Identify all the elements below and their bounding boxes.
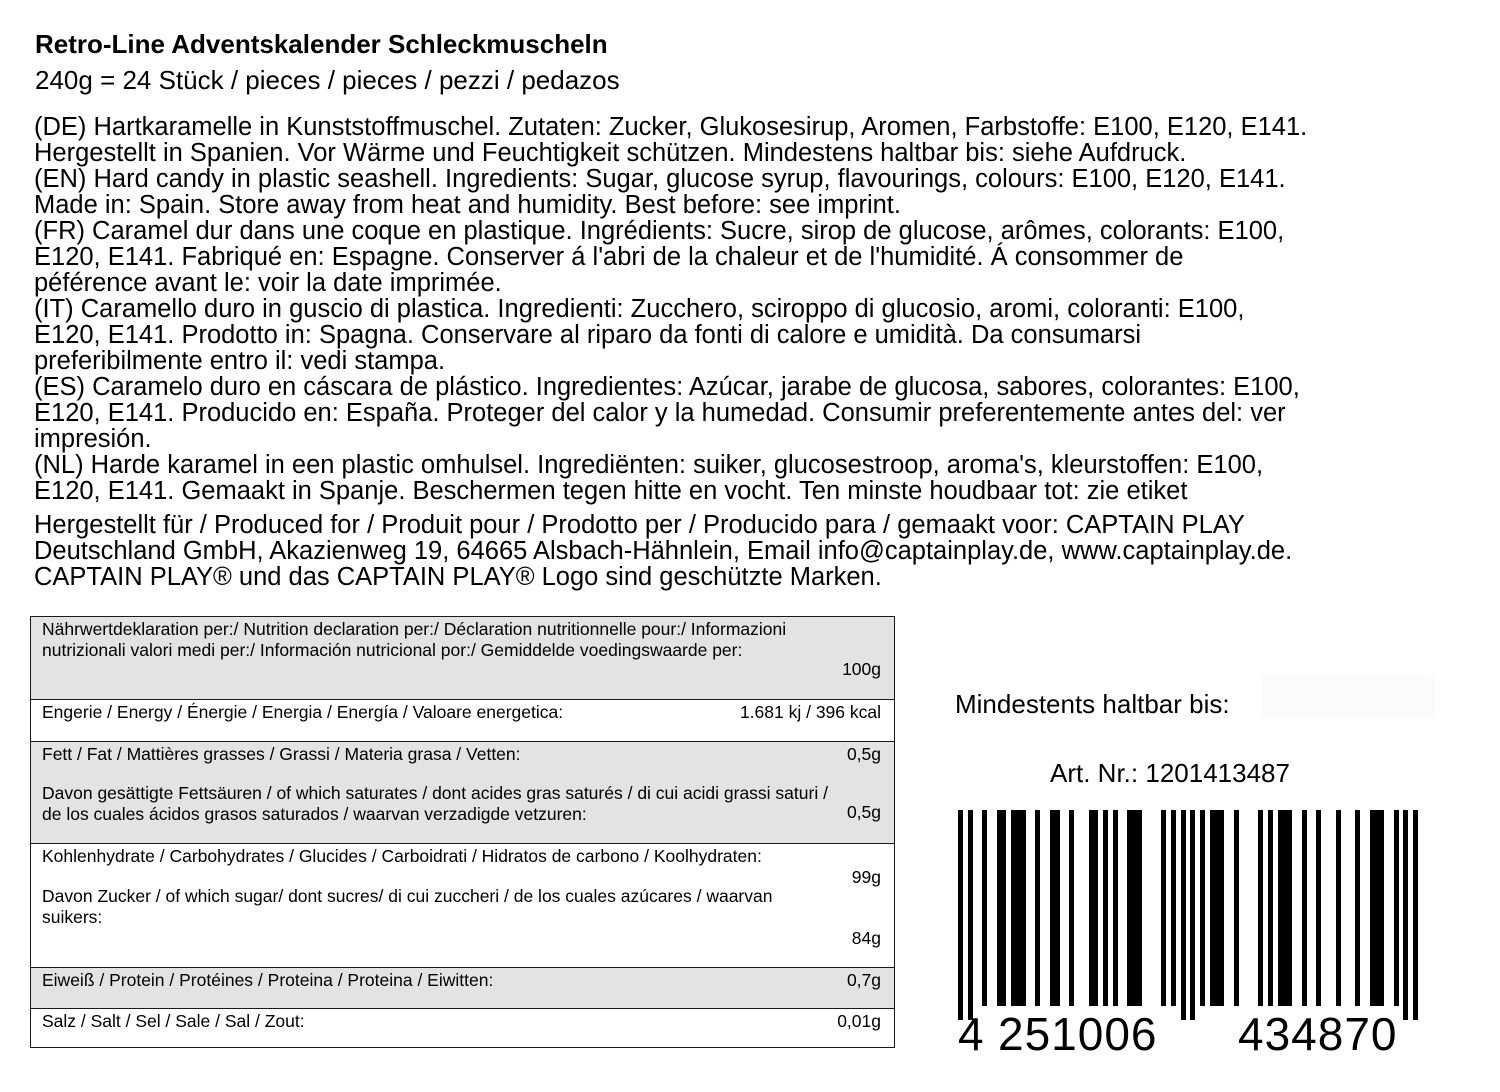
barcode-bar <box>1278 810 1293 1006</box>
nutrition-row-protein <box>31 967 894 1008</box>
best-before-imprint-area <box>1262 676 1434 718</box>
fat-value: 0,5g <box>846 744 881 764</box>
barcode <box>958 810 1418 1020</box>
description-es: (ES) Caramelo duro en cáscara de plástico. Ingredientes: Azúcar, jarabe de glucosa, sabores, colorantes: E100, E120, E141. Producido en: España. Proteger del calor y la humedad. Consumir preferentemente antes del: ver impresión. <box>34 373 1300 453</box>
description-it: (IT) Caramello duro in guscio di plastica. Ingredienti: Zucchero, sciroppo di glucosio, aromi, coloranti: E100, E120, E141. Prodotto in: Spagna. Conservare al riparo da fonti di calore e umidità. Da consumarsi preferibilmente entro il: vedi stampa. <box>34 295 1245 375</box>
barcode-bar <box>1113 810 1118 1006</box>
product-title: Retro-Line Adventskalender Schleckmuscheln <box>35 29 608 59</box>
barcode-bar <box>1394 810 1399 1006</box>
description-en: (EN) Hard candy in plastic seashell. Ingredients: Sugar, glucose syrup, flavourings, colours: E100, E120, E141. Made in: Spain. Store away from heat and humidity. Best before: see imprint. <box>34 165 1286 219</box>
barcode-bar <box>1258 810 1263 1006</box>
description-nl: (NL) Harde karamel in een plastic omhulsel. Ingrediënten: suiker, glucosestroop, aroma's, kleurstoffen: E100, E120, E141. Gemaakt in Spanje. Beschermen tegen hitte en vocht. Ten minste houdbaar tot: zie etiket <box>34 451 1264 505</box>
salt-value: 0,01g <box>837 1011 881 1031</box>
best-before-label: Mindestents haltbar bis: <box>955 689 1230 719</box>
barcode-bar <box>1127 810 1142 1006</box>
barcode-bar <box>1302 810 1307 1006</box>
barcode-bar <box>1200 810 1205 1006</box>
energy-value: 1.681 kj / 396 kcal <box>739 702 881 722</box>
barcode-bar <box>982 810 987 1006</box>
barcode-digits-left: 251006 <box>998 1008 1158 1060</box>
barcode-bar <box>997 810 1007 1006</box>
barcode-bar <box>1069 810 1074 1006</box>
saturates-value: 0,5g <box>846 802 881 822</box>
barcode-bar <box>1050 810 1060 1006</box>
barcode-digits <box>958 1006 1418 1062</box>
sugar-label: Davon Zucker / of which sugar/ dont sucres/ di cui zuccheri / de los cuales azúcares / waarvan suikers: <box>42 886 773 927</box>
nutrition-table <box>30 616 895 1048</box>
barcode-guard-bar <box>1413 810 1418 1020</box>
description-de: (DE) Hartkaramelle in Kunststoffmuschel. Zutaten: Zucker, Glukosesirup, Aromen, Farbstoffe: E100, E120, E141. Hergestellt in Spanien. Vor Wärme und Feuchtigkeit schützen. Mindestens haltbar bis: siehe Aufdruck. <box>34 113 1308 167</box>
barcode-digits-right: 434870 <box>1238 1008 1398 1060</box>
barcode-bar <box>1234 810 1239 1006</box>
carb-label: Kohlenhydrate / Carbohydrates / Glucides / Carboidrati / Hidratos de carbono / Koolhydraten: <box>42 846 762 866</box>
article-number-label: Art. Nr.: <box>1050 758 1139 788</box>
barcode-bar <box>1103 810 1108 1006</box>
protein-value: 0,7g <box>846 970 881 990</box>
barcode-bar <box>1035 810 1040 1006</box>
barcode-guard-bar <box>1181 810 1186 1020</box>
product-quantity: 240g = 24 Stück / pieces / pieces / pezzi / pedazos <box>35 65 620 95</box>
barcode-bar <box>1355 810 1360 1006</box>
barcode-bar <box>1171 810 1176 1006</box>
barcode-bar <box>1316 810 1321 1006</box>
barcode-bar <box>1336 810 1341 1006</box>
description-block <box>34 114 1484 504</box>
saturates-label: Davon gesättigte Fettsäuren / of which saturates / dont acides gras saturés / di cui acidi grassi saturi / de los cuales ácidos grasos saturados / waarvan verzadigde vetzuren: <box>42 783 828 824</box>
protein-label: Eiweiß / Protein / Protéines / Proteina / Proteina / Eiwitten: <box>42 970 494 990</box>
article-number-value: 1201413487 <box>1145 758 1290 788</box>
carb-value: 99g <box>851 867 881 887</box>
barcode-guard-bar <box>1190 810 1195 1020</box>
barcode-guard-bar <box>1403 810 1408 1020</box>
article-number <box>1050 757 1290 789</box>
barcode-bar <box>1161 810 1166 1006</box>
nutrition-header-row <box>31 617 894 699</box>
barcode-digit-first: 4 <box>958 1008 985 1060</box>
barcode-bar <box>1210 810 1225 1006</box>
producer-info: Hergestellt für / Produced for / Produit pour / Prodotto per / Producido para / gemaakt voor: CAPTAIN PLAY Deutschland GmbH, Akazienweg 19, 64665 Alsbach-Hähnlein, Email info@captainplay.de, www.captainplay.de. CAPTAIN PLAY® und das CAPTAIN PLAY® Logo sind geschützte Marken. <box>34 511 1293 591</box>
nutrition-row-salt <box>31 1008 894 1047</box>
description-fr: (FR) Caramel dur dans une coque en plastique. Ingrédients: Sucre, sirop de glucose, arômes, colorants: E100, E120, E141. Fabriqué en: Espagne. Conserver á l'abri de la chaleur et de l'humidité. Á consommer de péférence avant le: voir la date imprimée. <box>34 217 1285 297</box>
nutrition-header-value: 100g <box>842 659 881 679</box>
barcode-bar <box>1011 810 1026 1006</box>
barcode-bar <box>1268 810 1273 1006</box>
barcode-bar <box>1089 810 1099 1006</box>
nutrition-header-label: Nährwertdeklaration per:/ Nutrition declaration per:/ Déclaration nutritionnelle pour:/ Informazioni nutrizionali valori medi per:/ Información nutricional por:/ Gemiddelde voedingswaarde per: <box>42 619 787 660</box>
nutrition-row-carbohydrates <box>31 843 894 967</box>
fat-label: Fett / Fat / Mattières grasses / Grassi / Materia grasa / Vetten: <box>42 744 521 764</box>
barcode-guard-bar <box>968 810 973 1020</box>
barcode-guard-bar <box>958 810 963 1020</box>
sugar-value: 84g <box>851 928 881 948</box>
energy-label: Engerie / Energy / Énergie / Energia / Energía / Valoare energetica: <box>42 702 564 722</box>
nutrition-row-fat <box>31 741 894 843</box>
salt-label: Salz / Salt / Sel / Sale / Sal / Zout: <box>42 1011 305 1031</box>
barcode-bar <box>1370 810 1385 1006</box>
nutrition-row-energy <box>31 699 894 741</box>
